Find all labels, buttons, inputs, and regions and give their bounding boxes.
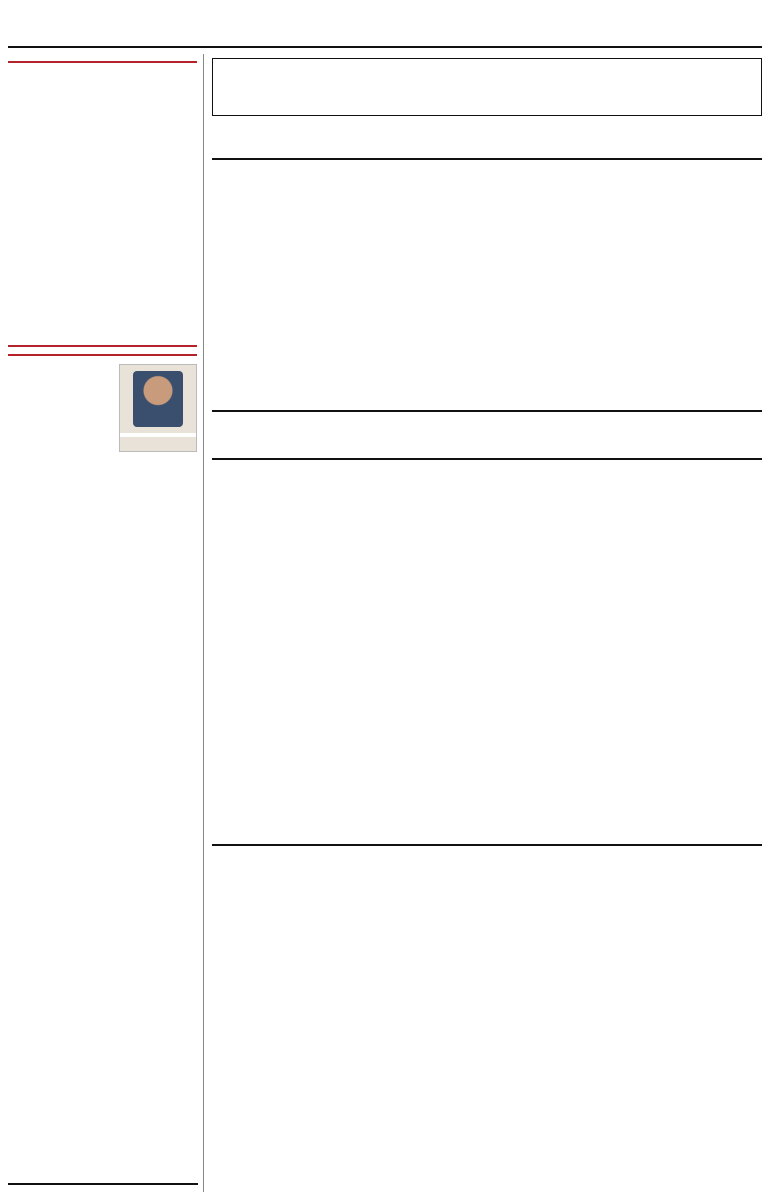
text-column [212, 902, 345, 1200]
text-column [351, 902, 484, 1200]
headline-rule [212, 458, 762, 460]
red-divider [8, 345, 197, 347]
chhath-story-body [212, 464, 762, 834]
colophon [8, 1183, 198, 1192]
main-area [212, 54, 762, 1192]
author-face [133, 371, 183, 427]
text-column [629, 162, 762, 398]
section-rule [212, 410, 762, 412]
text-column [351, 464, 484, 834]
library-story-body [212, 902, 762, 1200]
ayodhya-headline [8, 58, 197, 63]
britain-body [8, 360, 113, 926]
author-caption [120, 433, 196, 437]
text-column [629, 464, 762, 834]
cyber-quote-box [212, 58, 762, 116]
author-photo-vikram-rao [119, 364, 197, 452]
britain-headline [8, 351, 197, 356]
text-column [212, 464, 345, 834]
text-column [490, 902, 623, 1200]
text-column [490, 162, 623, 398]
cyber-story-body [212, 162, 762, 398]
section-rule [212, 844, 762, 846]
text-column [629, 902, 762, 1200]
newspaper-logo [308, 6, 448, 42]
left-column [8, 54, 204, 1192]
masthead [8, 4, 762, 48]
text-column [351, 162, 484, 398]
headline-rule [212, 158, 762, 160]
text-column [490, 464, 623, 834]
ayodhya-body [8, 67, 197, 341]
text-column [212, 162, 345, 398]
